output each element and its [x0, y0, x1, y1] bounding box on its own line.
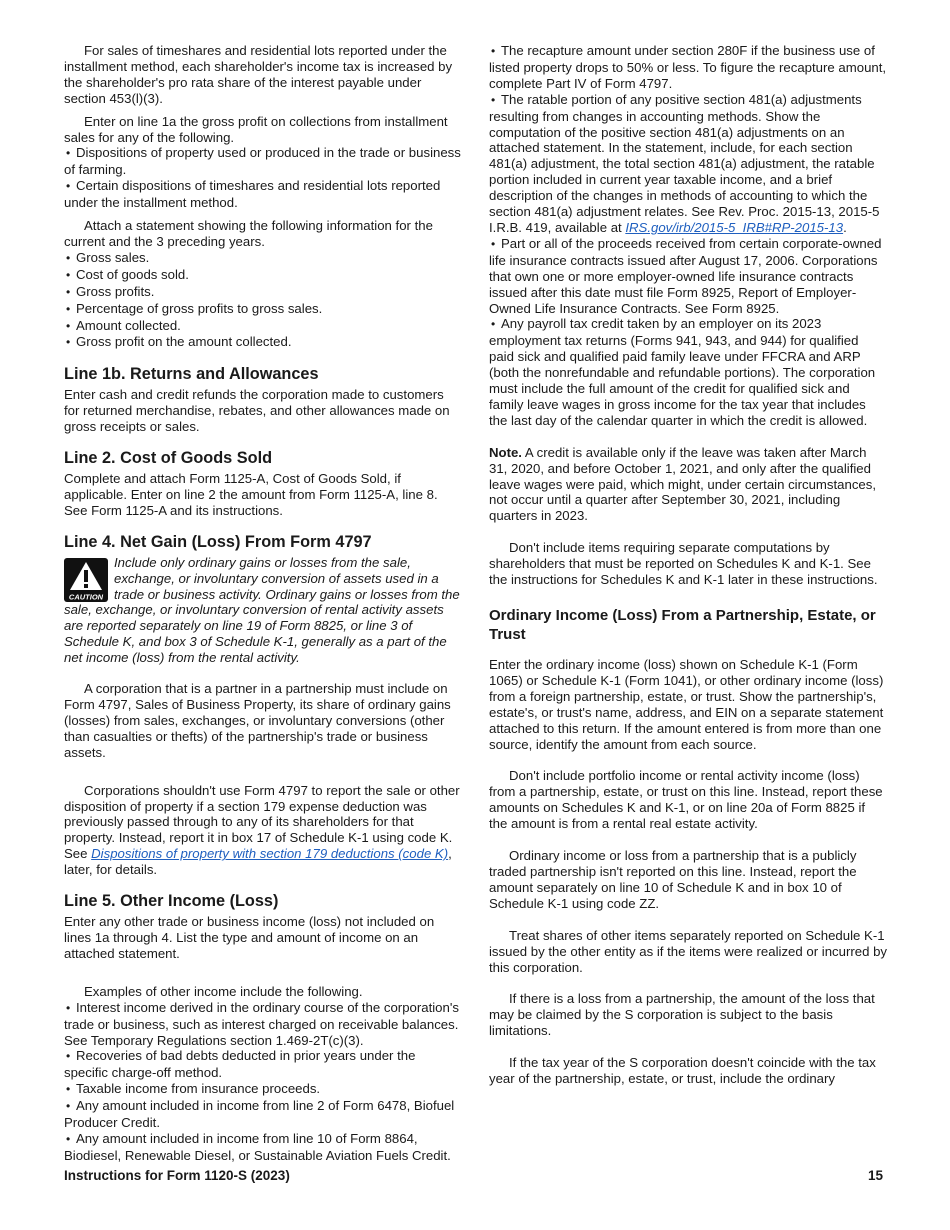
caution-icon [64, 558, 108, 602]
list-item: • Any amount included in income from line 2 of Form 6478, Biofuel Producer Credit. [64, 1098, 462, 1131]
paragraph: A corporation that is a partner in a partnership must include on Form 4797, Sales of Business Property, its share of ordinary gains (losses) from sales, exchanges, or involuntary conversions (other than casualties or thefts) of the partnership's trade or business assets. [64, 681, 451, 760]
page-number: 15 [868, 1168, 884, 1183]
paragraph: Don't include items requiring separate computations by shareholders that must be reported on Schedules K and K-1. See the instructions for Schedules K and K-1 later in these instructions. [489, 540, 878, 588]
heading-ordinary-income: Ordinary Income (Loss) From a Partnership, Estate, or Trust [489, 607, 876, 643]
paragraph: Ordinary income or loss from a partnership that is a publicly traded partnership isn't reported on this line. Instead, report the amount separately on line 10 of Schedule K and in box 10 of Schedule K-1 using code ZZ. [489, 848, 857, 911]
list-item: • Gross profits. [64, 284, 462, 301]
footer-title: Instructions for Form 1120-S (2023) [64, 1168, 290, 1183]
heading-line-2: Line 2. Cost of Goods Sold [64, 449, 273, 468]
link-dispositions-section-179[interactable]: Dispositions of property with section 179 deductions (code K) [91, 846, 449, 862]
paragraph: If there is a loss from a partnership, the amount of the loss that may be claimed by the S corporation is subject to the basis limitations. [489, 991, 875, 1039]
list-item: • Taxable income from insurance proceeds. [64, 1081, 462, 1098]
paragraph: Don't include portfolio income or rental activity income (loss) from a partnership, estate, or trust on this line. Instead, report these amounts on Schedules K and K-1, or on line 20a of Form 8825 if the amount is from a rental real estate activity. [489, 768, 883, 832]
paragraph [64, 783, 462, 878]
text: . [843, 219, 847, 235]
list-item: • The recapture amount under section 280F if the business use of listed property drops to 50% or less. To figure the recapture amount, complete Part IV of Form 4797. [489, 43, 887, 92]
list-item [489, 92, 887, 236]
list-item: • Interest income derived in the ordinary course of the corporation's trade or business, such as interest charged on receivable balances. See Temporary Regulations section 1.469-2T(c)(3). [64, 1000, 462, 1049]
list-item: • Certain dispositions of timeshares and residential lots reported under the installment method. [64, 178, 462, 211]
list-item: • Gross sales. [64, 250, 462, 267]
left-column [64, 43, 462, 1164]
note-paragraph [489, 445, 887, 525]
link-irs-gov-irb[interactable]: IRS.gov/irb/2015-5_IRB#RP-2015-13 [625, 219, 844, 235]
list-item: • Any amount included in income from line 10 of Form 8864, Biodiesel, Renewable Diesel, or Sustainable Aviation Fuels Credit. [64, 1131, 462, 1164]
text: Corporations shouldn't use Form 4797 to report the sale or other disposition of property if a section 179 expense deduction was previously passed through to any of its shareholders for that property. Instead, report it in box 17 of Schedule K-1 using code K. See [64, 782, 460, 862]
heading-line-4: Line 4. Net Gain (Loss) From Form 4797 [64, 532, 372, 551]
paragraph: Enter cash and credit refunds the corporation made to customers for returned merchandise, rebates, and other allowances made on gross receipts or sales. [64, 387, 450, 435]
paragraph: If the tax year of the S corporation doesn't coincide with the tax year of the partnership, estate, or trust, include the ordinary [489, 1055, 876, 1087]
paragraph: Enter any other trade or business income (loss) not included on lines 1a through 4. List the type and amount of income on an attached statement. [64, 914, 435, 961]
list-item: • Part or all of the proceeds received from certain corporate-owned life insurance contracts issued after August 17, 2006. Corporations that own one or more employer-owned life insurance contracts issued after this date must file Form 8925, Report of Employer-Owned Life Insurance Contracts. See Form 8925. [489, 236, 887, 317]
note-label: Note. [489, 444, 522, 460]
list-item: • Any payroll tax credit taken by an employer on its 2023 employment tax returns (Forms 941, 943, and 944) for qualified paid sick and qualified paid family leave under FFCRA and ARP (both the nonrefundable and refundable portions). The corporation must include the full amount of the credit for qualified sick and family leave wages in gross income for the tax year that includes the last day of the calendar quarter in which the credit is allowed. [489, 316, 887, 428]
list-item: • Percentage of gross profits to gross sales. [64, 301, 462, 318]
paragraph: Treat shares of other items separately reported on Schedule K-1 issued by the other entity as if the items were realized or incurred by this corporation. [489, 927, 888, 975]
list-item: • Cost of goods sold. [64, 267, 462, 284]
paragraph: Enter on line 1a the gross profit on collections from installment sales for any of the following. [64, 113, 448, 145]
paragraph: Attach a statement showing the following information for the current and the 3 preceding years. [64, 218, 433, 249]
list-item: • Recoveries of bad debts deducted in prior years under the specific charge-off method. [64, 1048, 462, 1081]
paragraph: Examples of other income include the following. [84, 983, 363, 999]
heading-line-1b: Line 1b. Returns and Allowances [64, 365, 319, 384]
caution-label: CAUTION [68, 592, 104, 602]
caution-note [64, 555, 462, 666]
list-item: • Dispositions of property used or produced in the trade or business of farming. [64, 145, 462, 178]
caution-text: Include only ordinary gains or losses from the sale, exchange, or involuntary conversion of assets used in a trade or business activity. Ordinary gains or losses from the sale, exchange, or involuntary conversion of rental activity assets are reported separately on line 19 of Form 8825, or line 3 of Schedule K, and box 3 of Schedule K-1, generally as a part of the net income (loss) from the rental activity. [64, 554, 460, 666]
paragraph: Complete and attach Form 1125-A, Cost of Goods Sold, if applicable. Enter on line 2 the amount from Form 1125-A, line 8. See Form 1125-A and its instructions. [64, 471, 438, 518]
right-column [489, 43, 887, 1087]
text: , later, for details. [64, 846, 452, 878]
paragraph: Enter the ordinary income (loss) shown on Schedule K-1 (Form 1065) or Schedule K-1 (Form 1041), or other ordinary income (loss) from a foreign partnership, estate, or trust. Show the partnership's, estate's, or trust's name, address, and EIN on a separate statement attached to this return. If the amount entered is from more than one source, identify the amount from each source. [489, 657, 884, 752]
list-item: • Amount collected. [64, 318, 462, 335]
text: A credit is available only if the leave was taken after March 31, 2020, and before October 1, 2021, and only after the qualified leave wages were paid, which might, under certain circumstances, not occur until a quarter after September 30, 2021, including quarters in 2023. [489, 444, 877, 524]
list-item: • Gross profit on the amount collected. [64, 334, 462, 351]
paragraph: For sales of timeshares and residential lots reported under the installment method, each shareholder's income tax is increased by the shareholder's pro rata share of the interest payable under section 453(l)(3). [64, 43, 453, 106]
heading-line-5: Line 5. Other Income (Loss) [64, 892, 279, 911]
text: The ratable portion of any positive section 481(a) adjustments resulting from changes in accounting methods. Show the computation of the positive section 481(a) adjustments on an attached statement. In the statement, include, for each section 481(a) adjustment, the total section 481(a) adjustment, the ratable portion included in current year taxable income, and a brief description of the changes in methods of accounting to which the section 481(a) adjustment relates. See Rev. Proc. 2015-13, 2015-5 I.R.B. 419, available at [489, 91, 880, 235]
